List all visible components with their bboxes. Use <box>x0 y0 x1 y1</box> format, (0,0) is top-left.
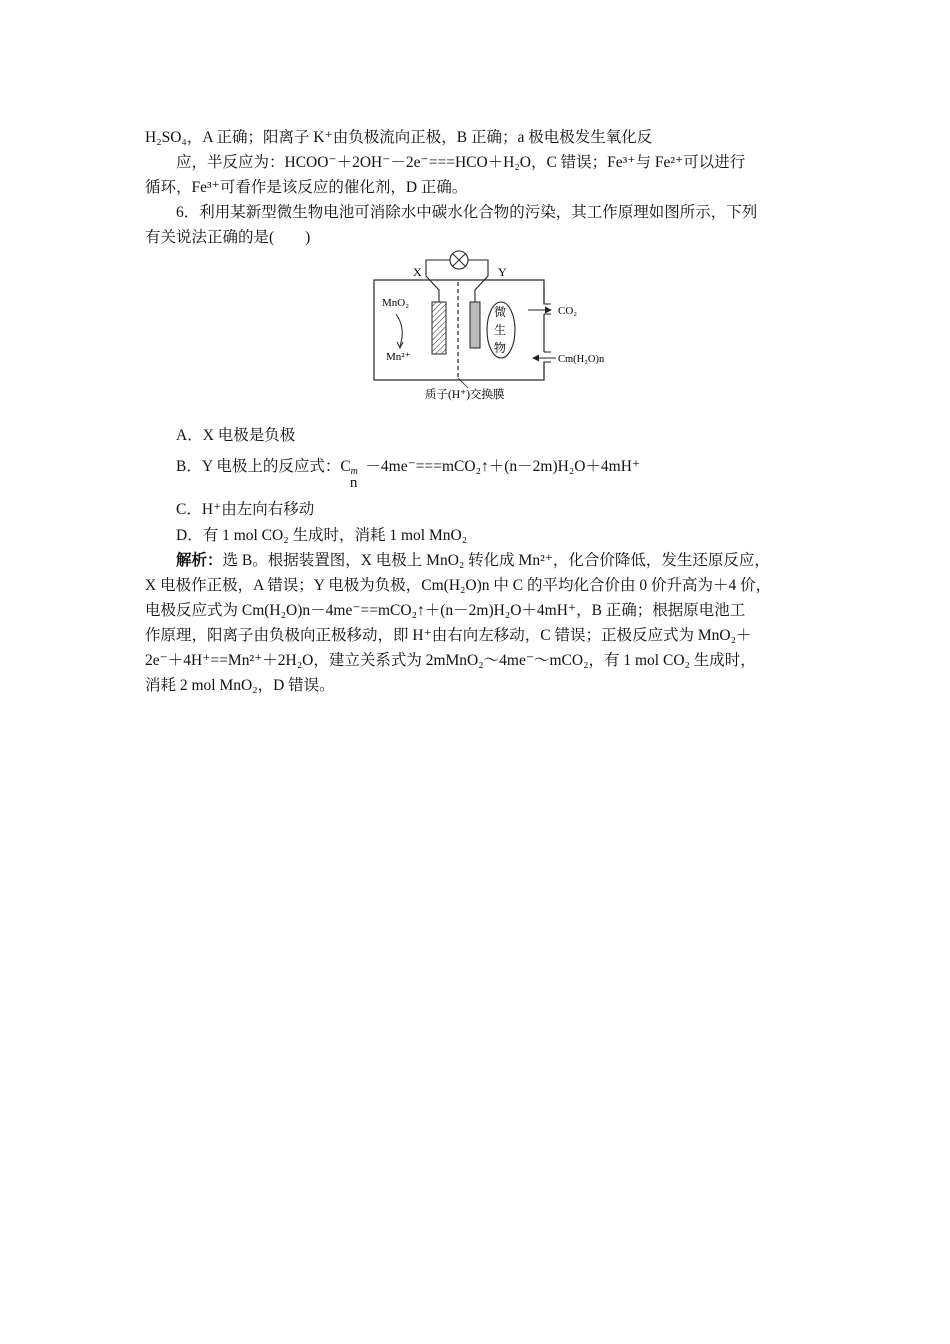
analysis-text-1: 选 B。根据装置图，X 电极上 MnO₂ 转化成 Mn²⁺，化合价降低，发生还原反应， <box>222 552 770 569</box>
prev-answer-line-3: 循环，Fe³⁺可看作是该反应的催化剂，D 正确。 <box>145 179 468 196</box>
label-cm-h2o-n: Cm(H₂O)n <box>558 354 605 365</box>
microbe-char-2: 生 <box>494 323 507 337</box>
label-mno2: MnO₂ <box>382 297 410 309</box>
lamp-icon <box>450 251 468 269</box>
analysis-line-1 <box>176 551 770 571</box>
option-b <box>176 457 641 491</box>
analysis-label: 解析： <box>176 552 223 569</box>
option-b-sub-m: m <box>350 466 358 477</box>
question-6-line-1: 6．利用某新型微生物电池可消除水中碳水化合物的污染，其工作原理如图所示，下列 <box>176 204 758 221</box>
option-c: C．H⁺由左向右移动 <box>176 501 315 518</box>
y-electrode <box>470 302 480 348</box>
label-y: Y <box>498 265 507 279</box>
option-d: D．有 1 mol CO₂ 生成时，消耗 1 mol MnO₂ <box>176 527 468 544</box>
option-b-sub-n: n <box>349 475 358 491</box>
question-6-line-2: 有关说法正确的是( ) <box>145 229 311 246</box>
cell-container <box>374 280 544 380</box>
option-b-suffix: －4me⁻===mCO₂↑＋(n－2m)H₂O＋4mH⁺ <box>365 458 641 475</box>
analysis-line-2: X 电极作正极，A 错误；Y 电极为负极，Cm(H₂O)n 中 C 的平均化合价由 0 价升高为＋4 价， <box>145 577 772 594</box>
analysis-line-3: 电极反应式为 Cm(H₂O)n－4me⁻==mCO₂↑＋(n－2m)H₂O＋4mH⁺，B 正确；根据原电池工 <box>145 602 746 619</box>
analysis-line-4: 作原理，阳离子由负极向正极移动，即 H⁺由右向左移动，C 错误；正极反应式为 MnO₂＋ <box>145 627 752 644</box>
analysis-line-6: 消耗 2 mol MnO₂，D 错误。 <box>145 677 335 694</box>
microbial-cell-diagram <box>360 248 620 406</box>
microbe-char-1: 微 <box>494 305 507 319</box>
label-x: X <box>413 265 422 279</box>
label-membrane: 质子(H⁺)交换膜 <box>425 389 505 401</box>
label-mn2: Mn²⁺ <box>386 351 411 363</box>
option-b-prefix: B．Y 电极上的反应式：C <box>176 458 351 475</box>
prev-answer-line-1: H₂SO₄，A 正确；阳离子 K⁺由负极流向正极，B 正确；a 极电极发生氧化反 <box>145 129 653 146</box>
label-co2: CO₂ <box>558 305 578 317</box>
microbe-char-3: 物 <box>494 341 507 355</box>
x-electrode <box>432 302 446 354</box>
analysis-line-5: 2e⁻＋4H⁺==Mn²⁺＋2H₂O，建立关系式为 2mMnO₂～4me⁻～mCO₂，有 1 mol CO₂ 生成时， <box>145 652 756 669</box>
option-a: A．X 电极是负极 <box>176 427 296 444</box>
prev-answer-line-2: 应，半反应为：HCOO⁻＋2OH⁻－2e⁻===HCO＋H₂O，C 错误；Fe³⁺与 Fe²⁺可以进行 <box>176 154 746 171</box>
